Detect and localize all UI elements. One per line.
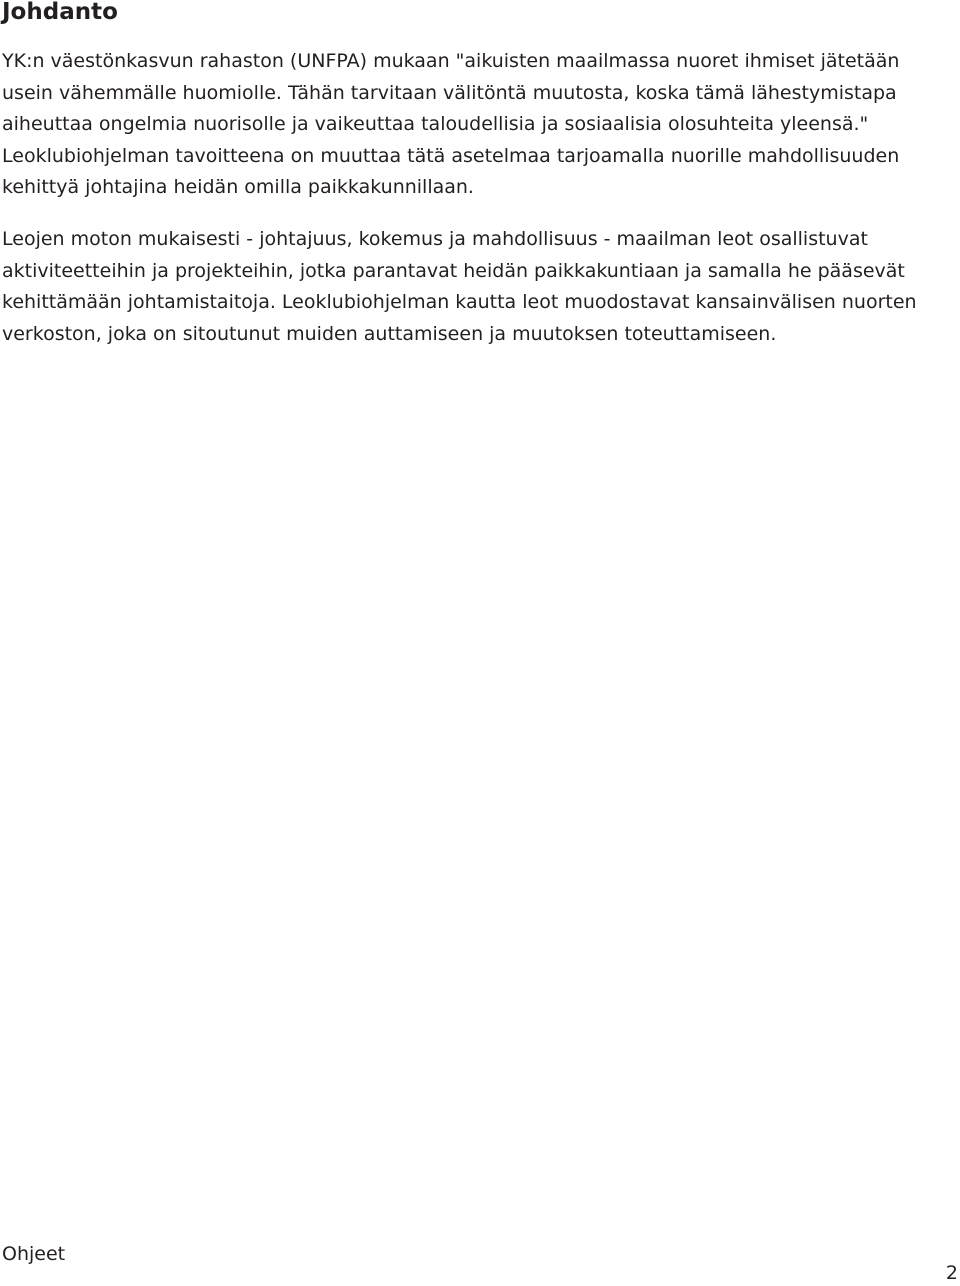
page-heading: Johdanto xyxy=(2,0,118,25)
footer-section-label: Ohjeet xyxy=(2,1243,66,1265)
intro-paragraph-1: YK:n väestönkasvun rahaston (UNFPA) mukaan "aikuisten maailmassa nuoret ihmiset jätetään usein vähemmälle huomiolle. Tähän tarvitaan välitöntä muutosta, koska tämä lähestymistapa aiheuttaa ongelmia nuorisolle ja vaikeuttaa taloudellisia ja sosiaalisia olosuhteita yleensä." Leoklubiohjelman tavoitteena on muuttaa tätä asetelmaa tarjoamalla nuorille mahdollisuuden kehittyä johtajina heidän omilla paikkakunnillaan. xyxy=(2,50,900,198)
page-number: 2 xyxy=(945,1262,958,1284)
intro-paragraph-2: Leojen moton mukaisesti - johtajuus, kokemus ja mahdollisuus - maailman leot osallistuvat aktiviteetteihin ja projekteihin, jotka parantavat heidän paikkakuntiaan ja samalla he pääsevät kehittämään johtamistaitoja. Leoklubiohjelman kautta leot muodostavat kansainvälisen nuorten verkoston, joka on sitoutunut muiden auttamiseen ja muutoksen toteuttamiseen. xyxy=(2,228,917,345)
